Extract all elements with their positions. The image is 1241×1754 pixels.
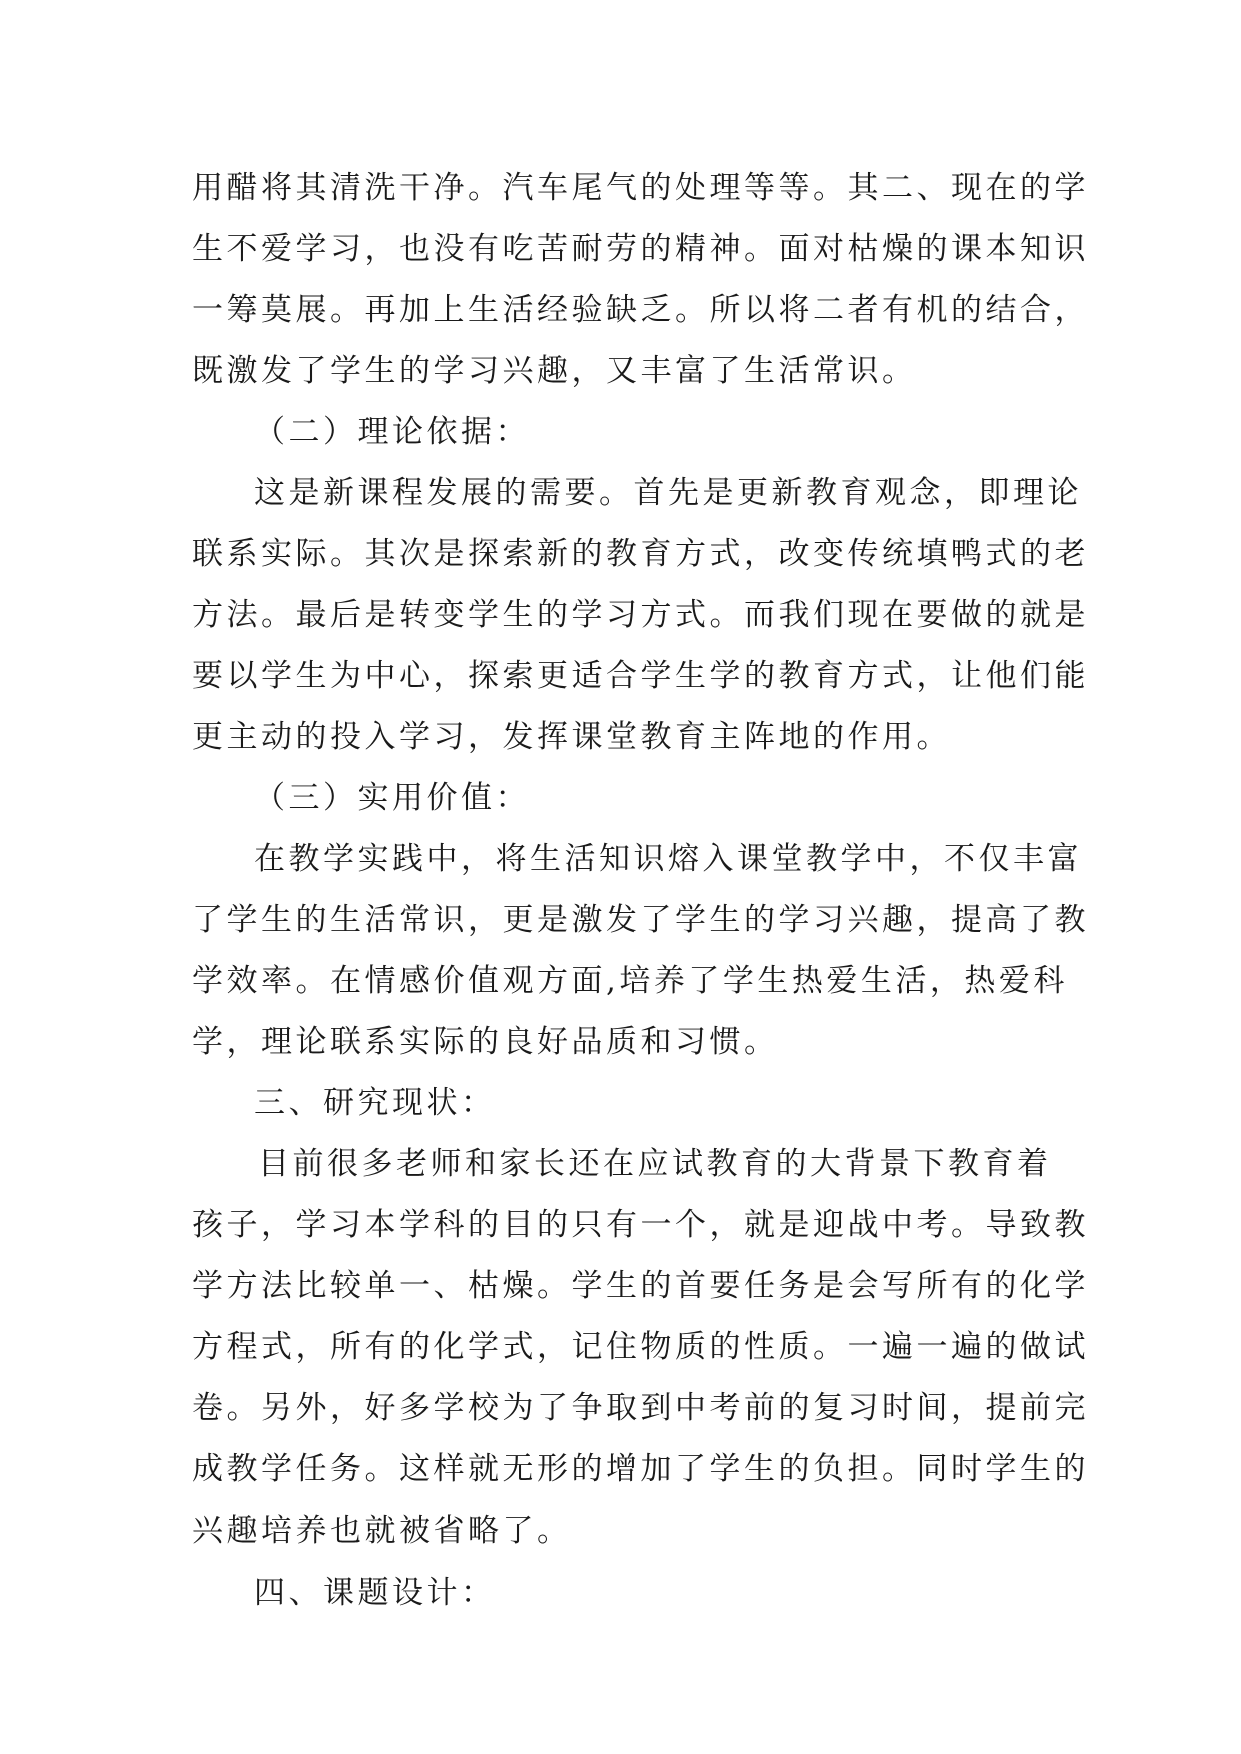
text-line: 要以学生为中心，探索更适合学生学的教育方式，让他们能 xyxy=(192,658,1089,694)
section-heading-topic-design: 四、课题设计： xyxy=(254,1575,496,1611)
text-line: 既激发了学生的学习兴趣，又丰富了生活常识。 xyxy=(192,353,917,389)
text-line: 更主动的投入学习，发挥课堂教育主阵地的作用。 xyxy=(192,719,951,755)
text-line: 了学生的生活常识，更是激发了学生的学习兴趣，提高了教 xyxy=(192,902,1089,938)
text-line: 方程式，所有的化学式，记住物质的性质。一遍一遍的做试 xyxy=(192,1329,1089,1365)
text-line: 方法。最后是转变学生的学习方式。而我们现在要做的就是 xyxy=(192,597,1089,633)
text-line: 学效率。在情感价值观方面,培养了学生热爱生活，热爱科 xyxy=(192,963,1068,999)
text-line: 用醋将其清洗干净。汽车尾气的处理等等。其二、现在的学 xyxy=(192,170,1089,206)
text-line: 学，理论联系实际的良好品质和习惯。 xyxy=(192,1024,779,1060)
section-heading-theory-basis: （二）理论依据： xyxy=(254,414,530,450)
section-heading-research-status: 三、研究现状： xyxy=(254,1085,496,1121)
text-line: 一筹莫展。再加上生活经验缺乏。所以将二者有机的结合， xyxy=(192,292,1089,328)
text-line: 目前很多老师和家长还在应试教育的大背景下教育着 xyxy=(258,1146,1052,1182)
text-line: 兴趣培养也就被省略了。 xyxy=(192,1513,572,1549)
text-line: 卷。另外，好多学校为了争取到中考前的复习时间，提前完 xyxy=(192,1390,1089,1426)
text-line: 在教学实践中，将生活知识熔入课堂教学中，不仅丰富 xyxy=(254,841,1082,877)
text-line: 孩子，学习本学科的目的只有一个，就是迎战中考。导致教 xyxy=(192,1207,1089,1243)
document-page xyxy=(192,158,1089,1624)
section-heading-practical-value: （三）实用价值： xyxy=(254,780,530,816)
text-line: 学方法比较单一、枯燥。学生的首要任务是会写所有的化学 xyxy=(192,1268,1089,1304)
text-line: 联系实际。其次是探索新的教育方式，改变传统填鸭式的老 xyxy=(192,536,1089,572)
text-line: 生不爱学习，也没有吃苦耐劳的精神。面对枯燥的课本知识 xyxy=(192,231,1089,267)
text-line: 成教学任务。这样就无形的增加了学生的负担。同时学生的 xyxy=(192,1451,1089,1487)
text-line: 这是新课程发展的需要。首先是更新教育观念，即理论 xyxy=(254,475,1082,511)
